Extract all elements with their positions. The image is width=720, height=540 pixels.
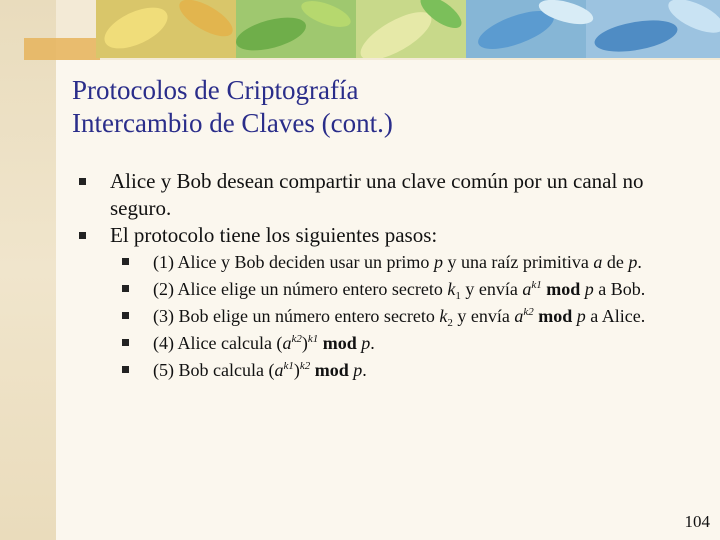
square-bullet-icon — [122, 366, 129, 373]
step-text: (4) Alice calcula $(a^{k2})^{k1}$ mod p. — [153, 333, 375, 353]
sub-bullet-item — [153, 330, 710, 357]
bullet-text: Alice y Bob desean compartir una clave común por un canal no seguro. — [110, 169, 644, 220]
left-decorative-bar — [0, 0, 56, 540]
leaf-banner-image — [96, 0, 720, 58]
bullet-list — [110, 168, 710, 384]
bullet-text: El protocolo tiene los siguientes pasos: — [110, 223, 438, 247]
sub-bullet-item — [153, 357, 710, 384]
page-number: 104 — [684, 512, 710, 531]
step-text: (1) Alice y Bob deciden usar un primo p y una raíz primitiva a de p. — [153, 252, 642, 272]
sub-bullet-item — [153, 249, 710, 276]
square-bullet-icon — [122, 312, 129, 319]
step-text: (5) Bob calcula $(a^{k1})^{k2}$ mod p. — [153, 360, 367, 380]
square-bullet-icon — [79, 232, 86, 239]
sub-bullet-item — [153, 276, 710, 303]
step-text: (3) Bob elige un número entero secreto $k_2$ y envía $a^{k2}$ mod p a Alice. — [153, 306, 646, 329]
corner-accent — [24, 38, 100, 60]
square-bullet-icon — [122, 339, 129, 346]
square-bullet-icon — [122, 258, 129, 265]
slide-title — [72, 74, 692, 140]
title-line-1: Protocolos de Criptografía — [72, 75, 359, 105]
square-bullet-icon — [79, 178, 86, 185]
bullet-item — [110, 168, 710, 222]
title-line-2: Intercambio de Claves (cont.) — [72, 108, 393, 138]
step-text: (2) Alice elige un número entero secreto $k_1$ y envía $a^{k1}$ mod p a Bob. — [153, 279, 646, 302]
sub-bullet-item — [153, 303, 710, 330]
square-bullet-icon — [122, 285, 129, 292]
bullet-item — [110, 222, 710, 249]
